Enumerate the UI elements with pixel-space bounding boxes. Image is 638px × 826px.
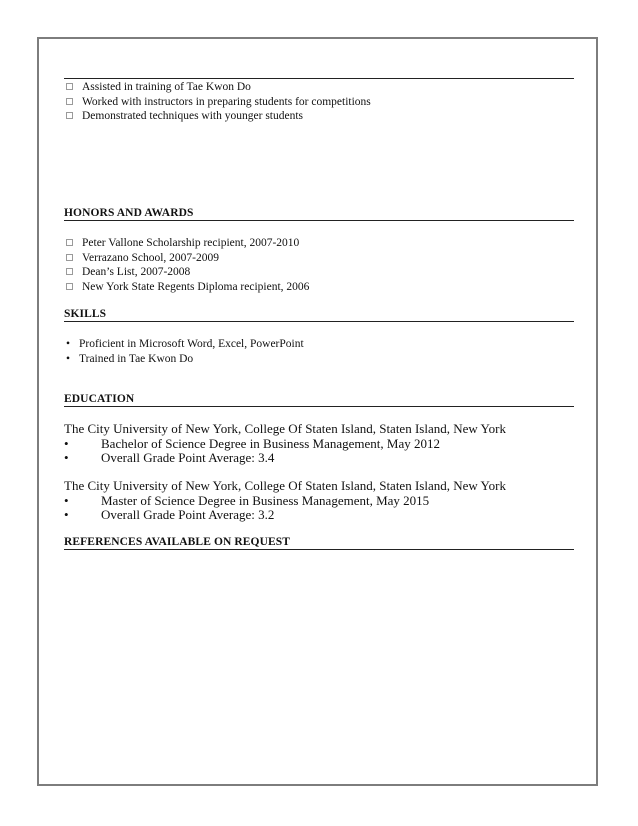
- checkbox-bullet-icon: [66, 239, 73, 246]
- section-rule-honors: [64, 220, 574, 221]
- list-item: Verrazano School, 2007-2009: [66, 251, 309, 266]
- section-rule-references: [64, 549, 574, 550]
- checkbox-bullet-icon: [66, 268, 73, 275]
- section-rule-top: [64, 78, 574, 79]
- list-item: Peter Vallone Scholarship recipient, 2007-2010: [66, 236, 309, 251]
- checkbox-bullet-icon: [66, 98, 73, 105]
- honors-list: [66, 236, 309, 294]
- bullet-icon: •: [64, 435, 69, 451]
- education-heading: EDUCATION: [64, 393, 135, 405]
- list-item: • Trained in Tae Kwon Do: [66, 353, 194, 365]
- checkbox-bullet-icon: [66, 254, 73, 261]
- experience-bullet-list: [66, 80, 371, 124]
- references-heading: REFERENCES AVAILABLE ON REQUEST: [64, 536, 291, 548]
- education-entry: [64, 422, 506, 466]
- bullet-icon: •: [64, 492, 69, 508]
- honors-heading: HONORS AND AWARDS: [64, 207, 194, 219]
- bullet-icon: •: [66, 353, 71, 365]
- list-item: • Overall Grade Point Average: 3.2: [64, 507, 275, 522]
- section-rule-education: [64, 406, 574, 407]
- list-item: Demonstrated techniques with younger students: [66, 109, 371, 124]
- list-item: Dean’s List, 2007-2008: [66, 265, 309, 280]
- page-border: [37, 37, 598, 786]
- bullet-icon: •: [64, 450, 69, 465]
- list-item: • Master of Science Degree in Business Management, May 2015: [64, 492, 430, 508]
- school-name: The City University of New York, College Of Staten Island, Staten Island, New York: [64, 478, 506, 493]
- checkbox-bullet-icon: [66, 283, 73, 290]
- skills-heading: SKILLS: [64, 308, 107, 320]
- list-item: • Overall Grade Point Average: 3.4: [64, 450, 275, 465]
- school-name: The City University of New York, College Of Staten Island, Staten Island, New York: [64, 421, 506, 436]
- skills-list: [66, 337, 304, 367]
- bullet-icon: •: [64, 507, 69, 522]
- education-entry: [64, 479, 506, 523]
- list-item: • Bachelor of Science Degree in Business Management, May 2012: [64, 435, 440, 451]
- checkbox-bullet-icon: [66, 112, 73, 119]
- list-item: New York State Regents Diploma recipient, 2006: [66, 280, 309, 295]
- list-item: Assisted in training of Tae Kwon Do: [66, 80, 371, 95]
- list-item: Worked with instructors in preparing students for competitions: [66, 95, 371, 110]
- section-rule-skills: [64, 321, 574, 322]
- checkbox-bullet-icon: [66, 83, 73, 90]
- bullet-icon: •: [66, 338, 71, 350]
- list-item: • Proficient in Microsoft Word, Excel, PowerPoint: [66, 338, 304, 350]
